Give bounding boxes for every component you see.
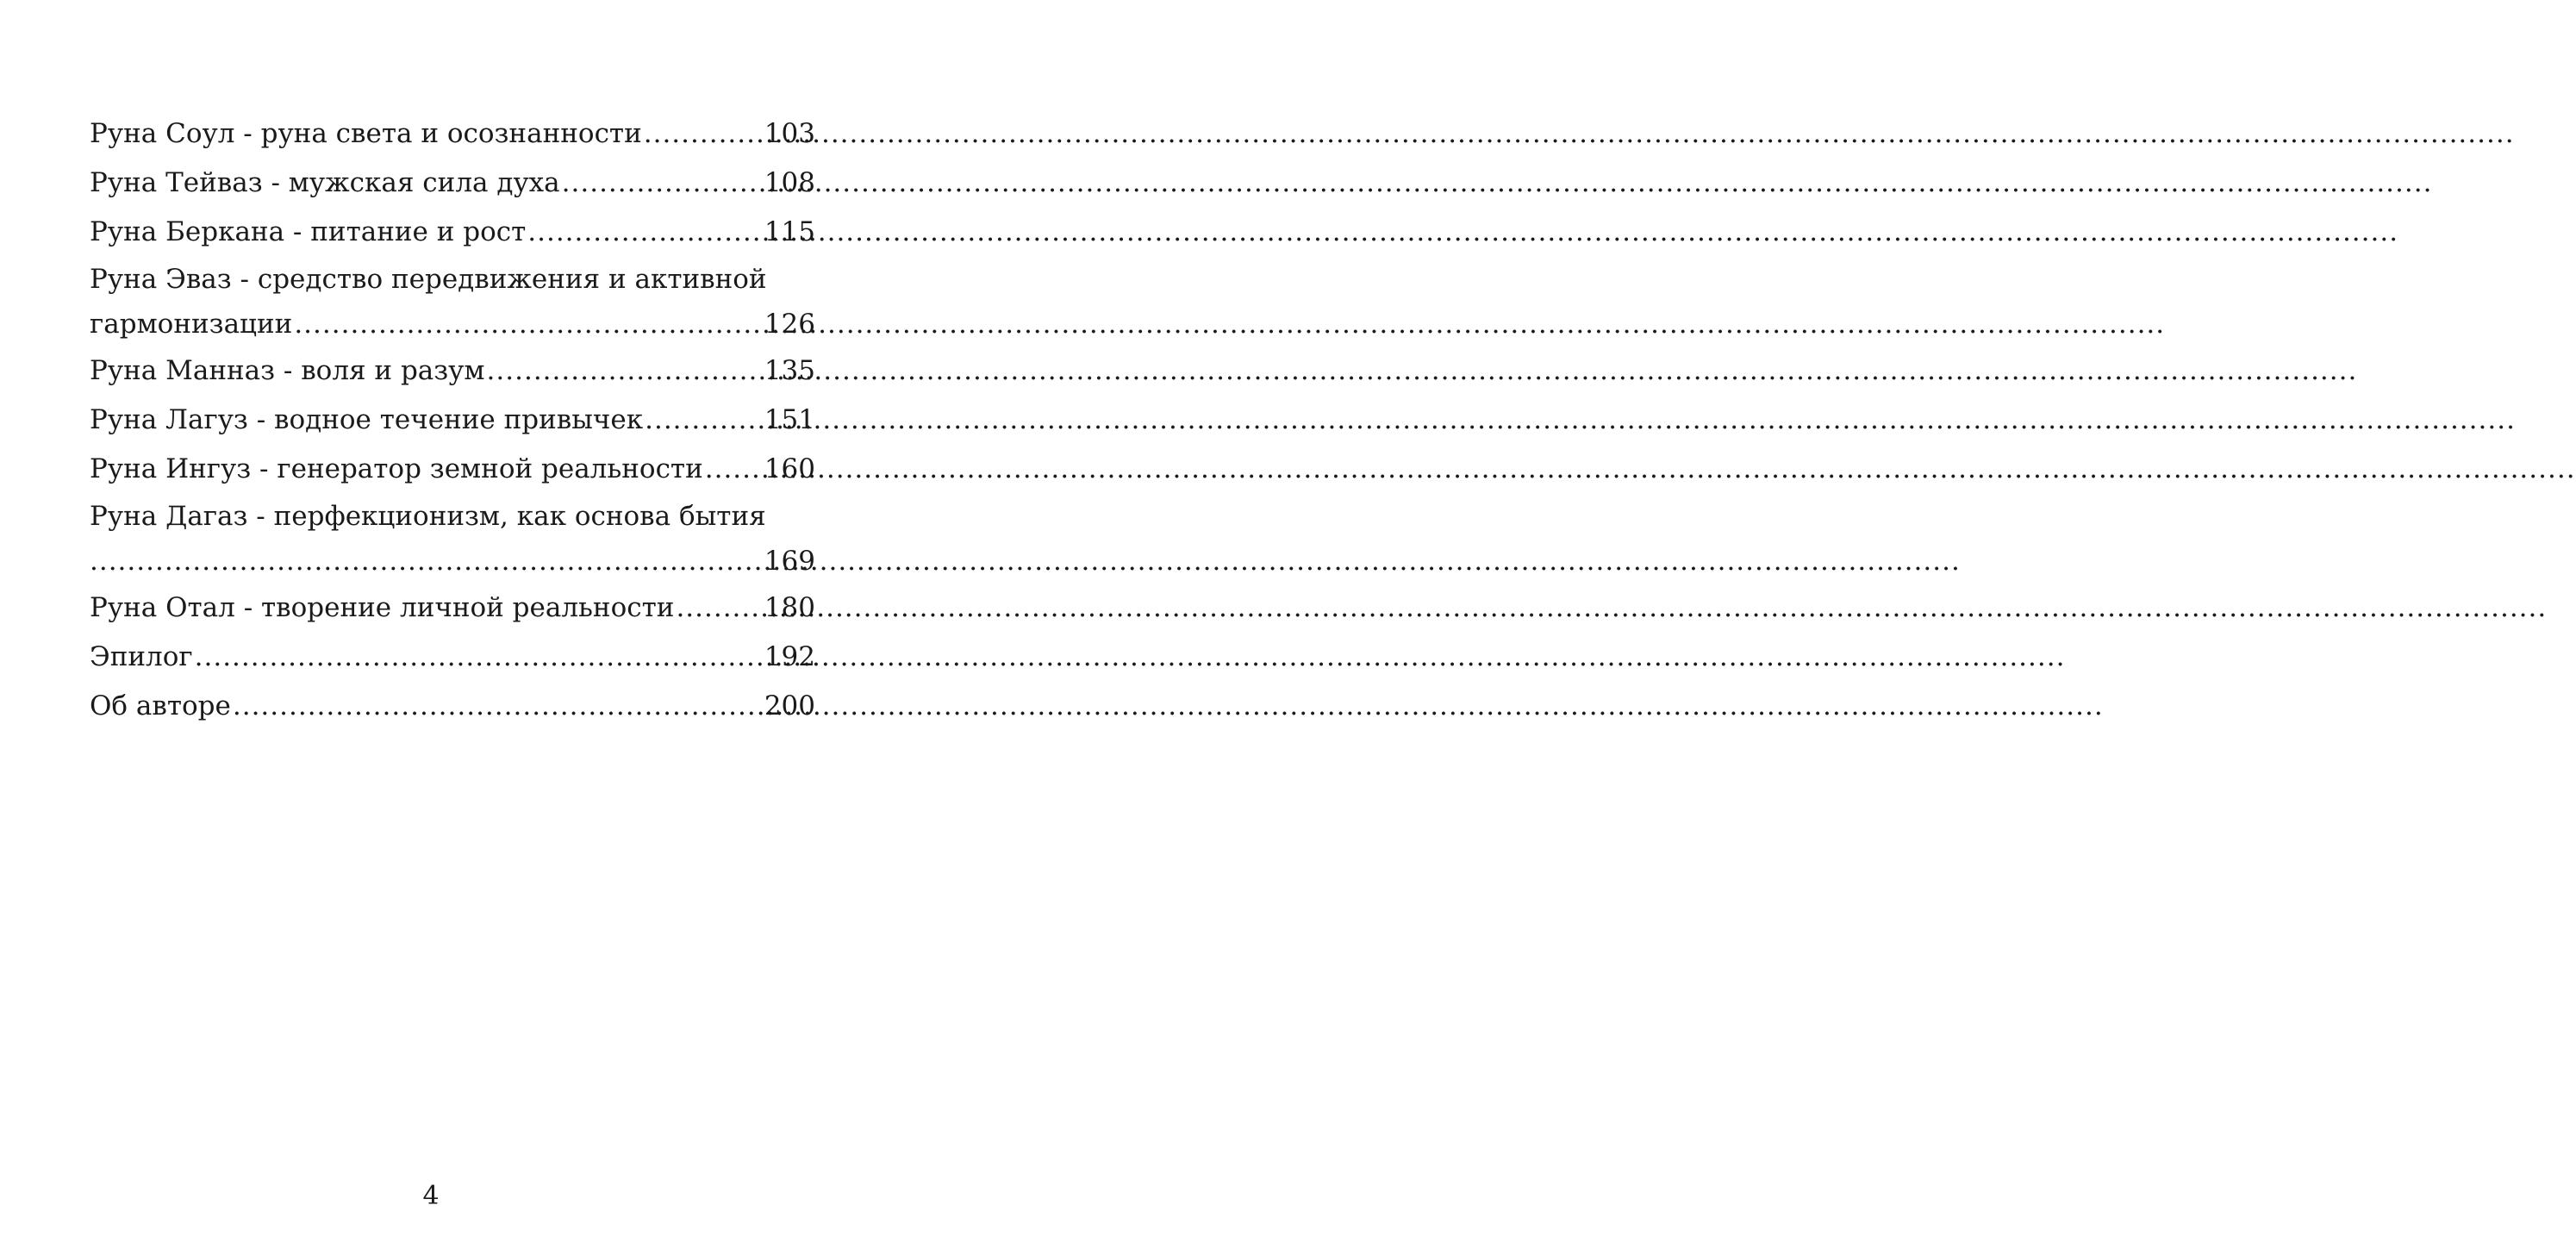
dot-leader <box>527 208 763 257</box>
toc-entry-title: Руна Отал - творение личной реальности <box>90 592 675 623</box>
toc-entry-title: Руна Манназ - воля и разум <box>90 355 485 386</box>
toc-entry-title-line: Руна Дагаз - перфекционизм, как основа бытия <box>90 501 766 532</box>
toc-entry[interactable] <box>90 445 815 494</box>
toc-entry[interactable] <box>90 682 815 731</box>
toc-entry[interactable] <box>90 396 815 445</box>
dot-leader <box>645 396 763 445</box>
toc-entry[interactable] <box>90 159 815 208</box>
toc-entry-title: Эпилог <box>90 641 193 672</box>
toc-entry-page: 160 <box>764 453 815 484</box>
dot-leader <box>705 445 763 494</box>
toc-entry-title: Руна Лагуз - водное течение привычек <box>90 404 644 435</box>
dot-leader <box>90 539 763 584</box>
dot-leader <box>233 682 763 731</box>
toc-entry-row <box>90 682 815 731</box>
toc-entry-row <box>90 539 815 584</box>
toc-entry-page: 151 <box>764 404 815 435</box>
toc-entry-title: гармонизации <box>90 309 293 340</box>
toc-entry-row <box>90 109 815 159</box>
toc-entry[interactable] <box>90 584 815 633</box>
toc-entry[interactable] <box>90 494 815 584</box>
page-number: 4 <box>422 1181 440 1211</box>
toc-entry-title-line: Руна Эваз - средство передвижения и активной <box>90 264 767 295</box>
toc-entry-page: 103 <box>764 118 815 149</box>
toc-entry-row <box>90 347 815 396</box>
dot-leader <box>562 159 763 208</box>
toc-entry[interactable] <box>90 257 815 347</box>
dot-leader <box>487 347 763 396</box>
toc-entry-page: 126 <box>764 309 815 340</box>
toc-entry-title: Руна Ингуз - генератор земной реальности <box>90 453 703 484</box>
toc-entry-page: 192 <box>764 641 815 672</box>
toc-entry[interactable] <box>90 208 815 257</box>
toc-entry-row <box>90 633 815 682</box>
toc-entry-row <box>90 159 815 208</box>
toc-entry-page: 180 <box>764 592 815 623</box>
toc-entry-row <box>90 584 815 633</box>
toc-entry-page: 108 <box>764 167 815 198</box>
toc-entry-title: Об авторе <box>90 690 231 721</box>
toc-entry-page: 200 <box>764 690 815 721</box>
toc-entry-title: Руна Тейваз - мужская сила духа <box>90 167 560 198</box>
toc-entry-row <box>90 396 815 445</box>
dot-leader <box>644 109 763 159</box>
toc-entry-row <box>90 445 815 494</box>
dot-leader <box>676 584 762 633</box>
toc-entry[interactable] <box>90 633 815 682</box>
toc-entry-title: Руна Беркана - питание и рост <box>90 216 527 247</box>
dot-leader <box>195 633 763 682</box>
toc-entry[interactable] <box>90 347 815 396</box>
toc-entry-page: 115 <box>764 216 815 247</box>
toc-entry-page: 135 <box>764 355 815 386</box>
table-of-contents <box>90 109 815 731</box>
toc-entry-row <box>90 208 815 257</box>
toc-entry-page: 169 <box>764 546 815 577</box>
toc-entry-row <box>90 302 815 347</box>
toc-entry[interactable] <box>90 109 815 159</box>
dot-leader <box>294 302 763 347</box>
toc-entry-title: Руна Соул - руна света и осознанности <box>90 118 642 149</box>
